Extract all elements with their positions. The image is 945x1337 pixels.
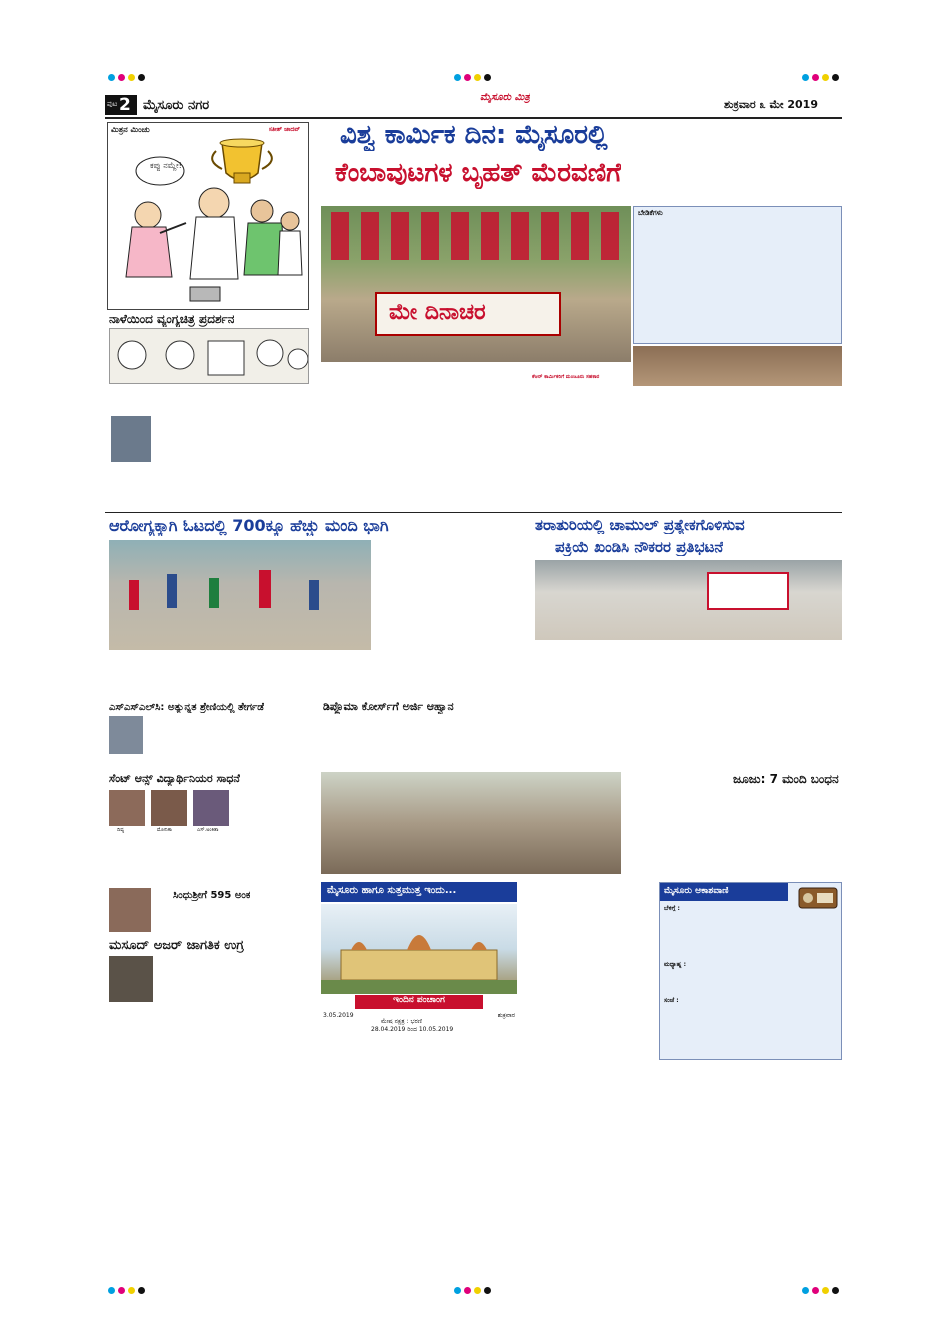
group-photo	[321, 772, 621, 874]
student-name-1: ದಿವ್ಯ	[117, 827, 125, 833]
page-label-box	[105, 95, 137, 115]
panchanga-box	[321, 994, 517, 1046]
cartoonist-photo	[111, 416, 151, 462]
reg-black-bm	[484, 1287, 491, 1294]
radio-icon	[798, 885, 838, 909]
cartoon-bubble: ಕಪ್ಪು ನಮ್ದೇ!	[150, 161, 182, 170]
panchanga-range: 28.04.2019 ರಿಂದ 10.05.2019	[371, 1026, 454, 1033]
reg-magenta-tr	[812, 74, 819, 81]
stanne-body	[109, 838, 313, 888]
lead-headline-1: ವಿಶ್ವ ಕಾರ್ಮಿಕ ದಿನ: ಮೈಸೂರಲ್ಲಿ	[340, 120, 608, 150]
today-headline: ಮೈಸೂರು ಹಾಗೂ ಸುತ್ತಮುತ್ತ ಇಂದು...	[327, 885, 457, 896]
lead-body	[321, 374, 841, 512]
runners	[109, 540, 371, 650]
sslc-headline: ಎಸ್‌ಎಸ್‌ಎಲ್‌ಸಿ: ಅತ್ಯುನ್ನತ ಶ್ರೇಣಿಯಲ್ಲಿ ತೇರ್ಗಡೆ	[109, 702, 264, 713]
page-label: ಪುಟ	[107, 100, 118, 108]
radio-title: ಮೈಸೂರು ಆಕಾಶವಾಣಿ	[664, 886, 729, 896]
student-photo-3	[193, 790, 229, 826]
rally-photo	[321, 206, 631, 362]
sindhu-body	[155, 904, 315, 934]
reg-magenta-bl	[118, 1287, 125, 1294]
run-headline: ಆರೋಗ್ಯಕ್ಕಾಗಿ ಓಟದಲ್ಲಿ 700ಕ್ಕೂ ಹೆಚ್ಚು ಮಂದಿ ಭಾಗಿ	[109, 516, 389, 535]
panchanga-day: ಶುಕ್ರವಾರ	[497, 1012, 515, 1019]
demands-title: ಬೇಡಿಕೆಗಳು	[638, 209, 663, 217]
lead-caption: ಕೆಆರ್ ಕಾರ್ಮಿಕರಿಗೆ ಮಂಜೂರು ಸಹಕಾರ	[532, 374, 600, 380]
reg-cyan-tl	[108, 74, 115, 81]
reg-magenta-tl	[118, 74, 125, 81]
radio-title-bar	[660, 883, 788, 901]
reg-yellow-br	[822, 1287, 829, 1294]
arrest-headline: ಜೂಜು: 7 ಮಂದಿ ಬಂಧನ	[733, 772, 839, 786]
masood-headline: ಮಸೂದ್ ಅಜರ್ ಜಾಗತಿಕ ಉಗ್ರ	[109, 938, 244, 953]
exhibition-body	[109, 388, 309, 508]
reg-magenta-bm	[464, 1287, 471, 1294]
exhibition-headline: ನಾಳೆಯಿಂದ ವ್ಯಂಗ್ಯಚಿತ್ರ ಪ್ರದರ್ಶನ	[109, 312, 235, 326]
cartoon-author: ಸತೀಶ್ ಜಾದವ್	[268, 126, 300, 133]
reg-cyan-bl	[108, 1287, 115, 1294]
reg-black-tr	[832, 74, 839, 81]
reg-black-tl	[138, 74, 145, 81]
diploma-body	[323, 716, 533, 768]
panchanga-nakshatra: ಮೇಷ ನಕ್ಷತ್ರ : ಭರಣಿ	[381, 1018, 423, 1025]
panchanga-date: 3.05.2019	[323, 1012, 354, 1019]
reg-cyan-tm	[454, 74, 461, 81]
reg-black-tm	[484, 74, 491, 81]
demands-box	[633, 206, 842, 344]
newspaper-page	[105, 88, 842, 1288]
rally-banner	[375, 292, 561, 336]
arrest-body	[733, 788, 841, 888]
sslc-body	[147, 716, 313, 768]
radio-noon: ಮಧ್ಯಾಹ್ನ :	[664, 961, 686, 968]
cartoon-box	[107, 122, 309, 310]
header-rule	[105, 117, 842, 119]
run-body	[109, 654, 535, 694]
student-name-3: ಎಸ್.ಅಂಕಿತಾ	[197, 827, 219, 833]
mid-rule	[105, 512, 842, 513]
palace-drawing	[321, 904, 517, 994]
sindhu-photo	[109, 888, 151, 932]
reg-yellow-bl	[128, 1287, 135, 1294]
rally-banner-text: ಮೇ ದಿನಾಚರ	[389, 300, 486, 325]
sslc-photo	[109, 716, 143, 754]
stanne-headline: ಸೆಂಟ್ ಆನ್ಸ್ ವಿದ್ಯಾರ್ಥಿನಿಯರ ಸಾಧನೆ	[109, 772, 240, 785]
masthead: ಮೈಸೂರು ಮಿತ್ರ	[480, 92, 530, 103]
palace-photo	[321, 904, 517, 994]
protest-headline-2: ಪಕ್ರಿಯೆ ಖಂಡಿಸಿ ನೌಕರರ ಪ್ರತಿಭಟನೆ	[555, 538, 724, 556]
radio-evening: ಸಂಜೆ :	[664, 997, 679, 1004]
group-photo-caption	[623, 772, 731, 872]
reg-cyan-tr	[802, 74, 809, 81]
page-number: 2	[119, 95, 131, 115]
radio-morning: ಬೆಳಿಗ್ಗೆ :	[664, 905, 680, 912]
issue-date: ಶುಕ್ರವಾರ ೩ ಮೇ 2019	[723, 98, 818, 111]
reg-cyan-bm	[454, 1287, 461, 1294]
masood-body	[109, 956, 313, 1276]
flag-crowd	[331, 212, 621, 260]
protest-photo	[535, 560, 842, 640]
reg-magenta-tm	[464, 74, 471, 81]
stanne-photos	[109, 790, 229, 834]
cartoon-title: ಮಿತ್ರನ ಮಿಂಚು	[111, 125, 150, 134]
reg-yellow-bm	[474, 1287, 481, 1294]
panchanga-title: ಇಂದಿನ ಪಂಚಾಂಗ	[355, 995, 483, 1009]
protest-body	[535, 644, 842, 774]
reg-black-br	[832, 1287, 839, 1294]
today-banner	[321, 882, 517, 902]
student-photo-2	[151, 790, 187, 826]
protest-headline-1: ತರಾತುರಿಯಲ್ಲಿ ಚಾಮುಲ್ ಪ್ರತ್ಯೇಕಗೊಳಿಸುವ	[535, 516, 745, 534]
caricature-drawings	[110, 329, 309, 384]
radio-adjacent-body	[659, 1064, 842, 1124]
caricature-strip	[109, 328, 309, 384]
diploma-headline: ಡಿಪ್ಲೊಮಾ ಕೋರ್ಸ್‌ಗೆ ಅರ್ಜಿ ಆಹ್ವಾನ	[323, 700, 454, 713]
section-title: ಮೈಸೂರು ನಗರ	[143, 98, 210, 113]
reg-yellow-tm	[474, 74, 481, 81]
cartoon-drawing	[112, 137, 306, 307]
reg-yellow-tl	[128, 74, 135, 81]
reg-magenta-br	[812, 1287, 819, 1294]
run-photo	[109, 540, 371, 650]
student-name-2: ಮೋನಿಕಾ	[157, 827, 172, 833]
radio-box	[659, 882, 842, 1060]
reg-yellow-tr	[822, 74, 829, 81]
sindhu-headline: ಸಿಂಧುಶ್ರೀಗೆ 595 ಅಂಕ	[173, 890, 251, 901]
lead-headline-2: ಕೆಂಬಾವುಟಗಳ ಬೃಹತ್ ಮೆರವಣಿಗೆ	[335, 158, 622, 188]
reg-cyan-br	[802, 1287, 809, 1294]
student-photo-1	[109, 790, 145, 826]
protest-banner	[707, 572, 789, 610]
reg-black-bl	[138, 1287, 145, 1294]
